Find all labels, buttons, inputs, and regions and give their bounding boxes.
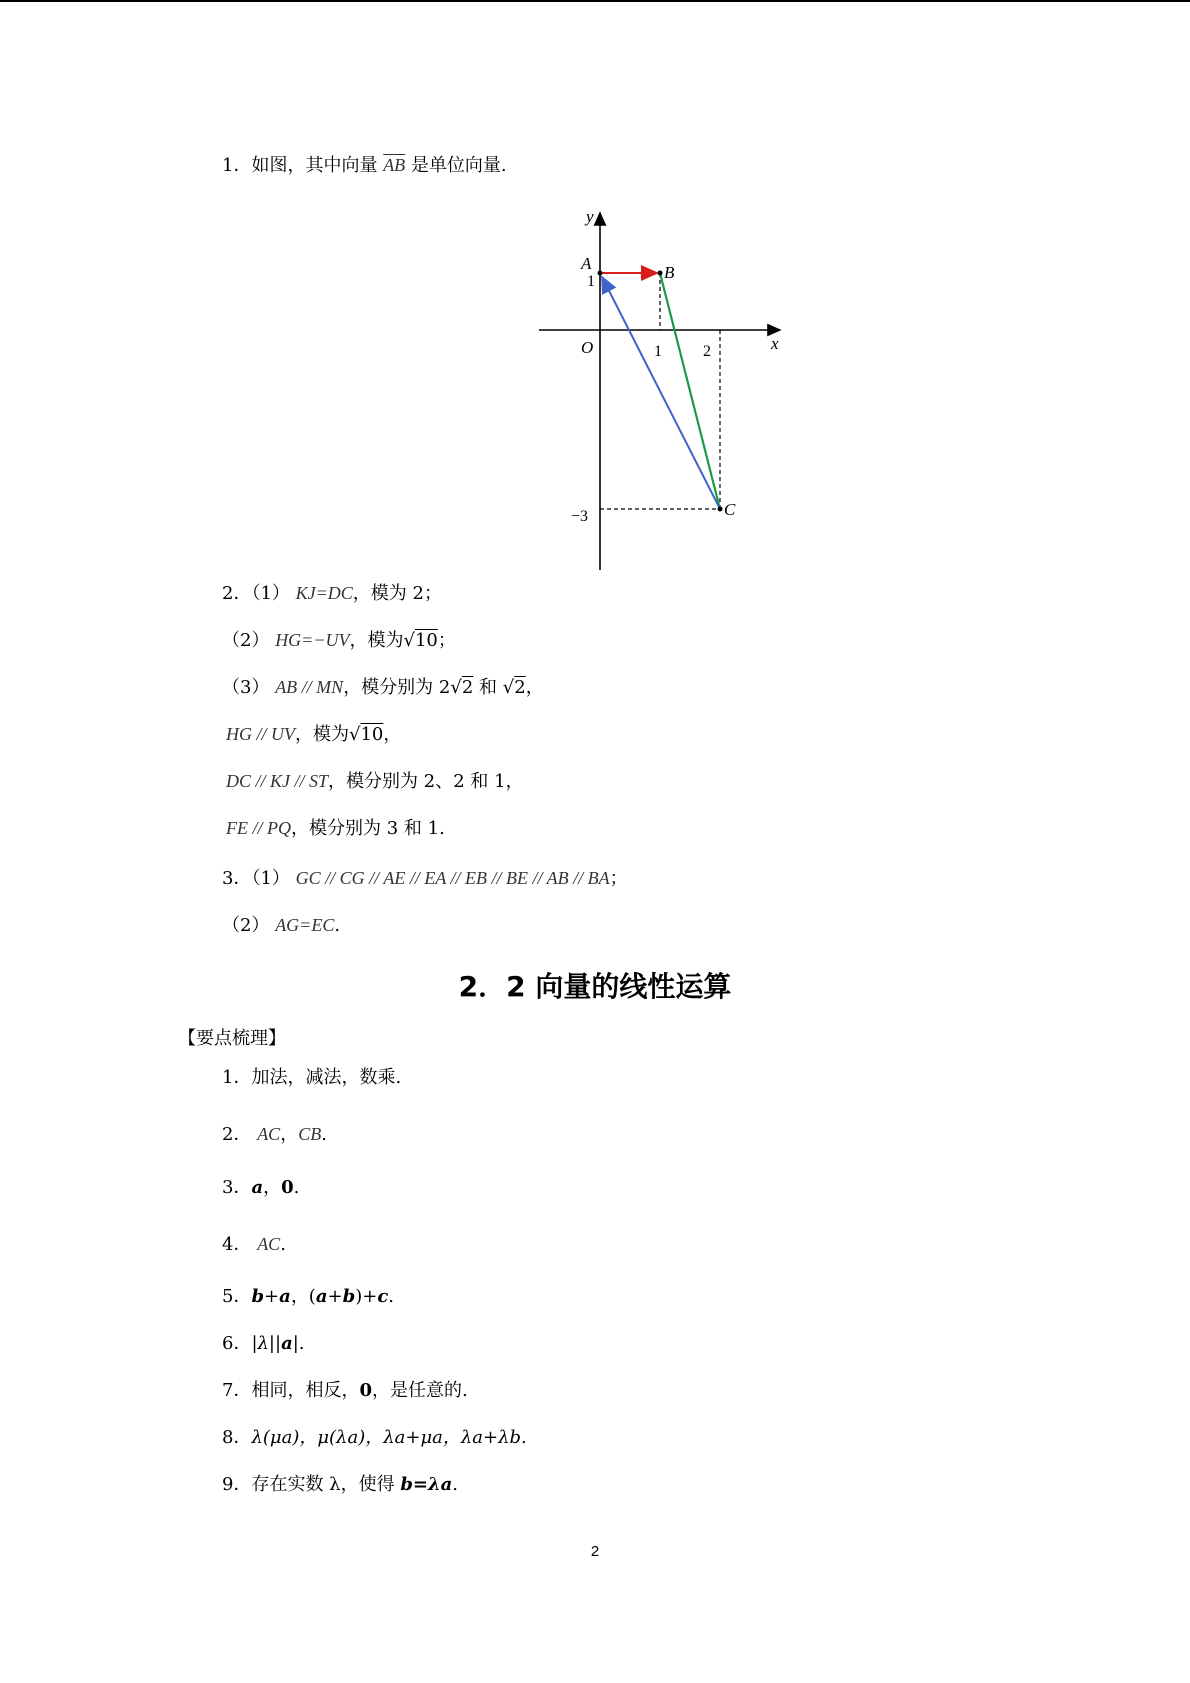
- point-7-zero: 0: [359, 1380, 372, 1401]
- point-1: [222, 1066, 401, 1090]
- q1-vector-ab: $\overline{AB}$: [383, 155, 406, 175]
- point-a-dot: [598, 271, 603, 276]
- point-6-a: a: [281, 1333, 293, 1354]
- q2-3-expr: AB // MN: [275, 677, 344, 697]
- point-5-end: .: [388, 1286, 395, 1307]
- point-9-number: 9．: [222, 1474, 252, 1495]
- point-5-b2: b: [342, 1286, 356, 1307]
- q2-1-expr: KJ=DC: [295, 583, 353, 603]
- q2-1-number: 2．（1）: [222, 583, 290, 604]
- q2-2-end: ；: [437, 630, 456, 651]
- x-axis-label: x: [771, 334, 779, 353]
- q3-1-expr: GC // CG // AE // EA // EB // BE // AB // BA: [295, 868, 610, 888]
- point-3-zero: 0: [281, 1177, 294, 1198]
- point-5-number: 5．: [222, 1286, 252, 1307]
- point-4: [222, 1232, 286, 1257]
- point-2-vector-2: CB: [298, 1124, 322, 1144]
- q3-1-end: ；: [609, 868, 628, 889]
- q2-line-2: [222, 628, 456, 653]
- point-9: [222, 1473, 458, 1497]
- point-6-number: 6．: [222, 1333, 252, 1354]
- point-5: [222, 1285, 394, 1309]
- page-number: 2: [590, 1543, 600, 1560]
- q2-2-expr: HG=−UV: [275, 630, 350, 650]
- section-heading: 2．2 向量的线性运算: [458, 970, 732, 1003]
- point-6-end: |.: [292, 1333, 305, 1354]
- key-points-label: 【要点梳理】: [178, 1028, 286, 1049]
- point-5-sep: ，(: [290, 1286, 316, 1307]
- q2-4-root: 10: [360, 724, 384, 745]
- sqrt-sign: √: [450, 677, 462, 698]
- q2-line-1: [222, 581, 442, 606]
- point-5-a2: a: [315, 1286, 328, 1307]
- y-axis-label: y: [586, 207, 594, 226]
- q1-number: 1．: [222, 155, 252, 176]
- point-a-label: A: [581, 254, 592, 273]
- vector-figure: [535, 205, 795, 575]
- point-5-close: )+: [355, 1286, 378, 1307]
- point-3-a: a: [251, 1177, 264, 1198]
- point-5-c: c: [377, 1286, 389, 1307]
- q2-2-number: （2）: [222, 630, 270, 651]
- q3-line-1: [222, 866, 628, 891]
- point-3: [222, 1176, 299, 1200]
- point-c-label: C: [724, 500, 736, 519]
- point-3-end: .: [293, 1177, 300, 1198]
- point-8: [222, 1426, 527, 1450]
- point-2: [222, 1122, 327, 1147]
- q2-3-number: （3）: [222, 677, 270, 698]
- q2-5-text: ，模分别为 2、2 和 1，: [328, 771, 524, 792]
- q3-2-end: .: [334, 915, 341, 936]
- point-5-b: b: [251, 1286, 265, 1307]
- point-8-text: λ(μa)，μ(λa)，λa+μa，λa+λb.: [251, 1427, 527, 1448]
- q1-text-after: 是单位向量.: [410, 155, 507, 176]
- origin-label: O: [581, 338, 594, 357]
- tick-y-neg3: −3: [571, 508, 589, 525]
- q2-4-expr: HG // UV: [226, 724, 295, 744]
- q2-2-text: ，模为: [349, 630, 404, 651]
- point-c-dot: [718, 507, 723, 512]
- q2-4-end: ，: [383, 724, 402, 745]
- q2-6-text: ，模分别为 3 和 1.: [291, 818, 445, 839]
- q2-5-expr: DC // KJ // ST: [226, 771, 329, 791]
- q2-line-4: [226, 722, 401, 747]
- q2-line-6: [226, 816, 445, 841]
- q2-3-end: ，: [525, 677, 544, 698]
- point-6: [222, 1332, 305, 1356]
- tick-x-2: 2: [703, 343, 711, 360]
- point-b-dot: [658, 271, 663, 276]
- sqrt-sign: √: [502, 677, 515, 698]
- point-8-number: 8．: [222, 1427, 252, 1448]
- sqrt-sign: √: [349, 724, 361, 745]
- q2-3-root1: 2: [461, 677, 474, 698]
- point-7-number: 7．: [222, 1380, 252, 1401]
- point-5-plus2: +: [327, 1286, 343, 1307]
- q2-4-text: ，模为: [295, 724, 349, 745]
- q1-text-before: 如图，其中向量: [251, 155, 378, 176]
- q2-3-mid: 和: [473, 677, 503, 698]
- point-9-end: .: [452, 1474, 458, 1495]
- point-3-number: 3．: [222, 1177, 252, 1198]
- q2-line-3: [222, 675, 544, 700]
- point-4-end: .: [280, 1234, 286, 1255]
- q3-1-number: 3．（1）: [222, 868, 290, 889]
- q2-2-root: 10: [414, 630, 438, 651]
- q1-line: [222, 153, 507, 178]
- point-2-sep: ，: [280, 1124, 299, 1145]
- point-7-text-1: 相同，相反，: [251, 1380, 360, 1401]
- q3-2-number: （2）: [222, 915, 270, 936]
- q2-3-root2: 2: [514, 677, 526, 698]
- point-3-sep: ，: [263, 1177, 282, 1198]
- point-9-eq: b=λa: [400, 1474, 453, 1495]
- point-5-plus: +: [264, 1286, 280, 1307]
- point-5-a: a: [279, 1286, 291, 1307]
- point-7-text-2: ，是任意的.: [371, 1380, 468, 1401]
- vector-ca: [602, 277, 720, 509]
- point-7: [222, 1379, 468, 1403]
- point-1-text: 加法，减法，数乘.: [251, 1067, 402, 1088]
- point-2-vector-1: AC: [257, 1124, 281, 1144]
- q2-line-5: [226, 769, 524, 794]
- tick-y-1: 1: [587, 273, 595, 290]
- point-9-text: 存在实数 λ，使得: [251, 1474, 401, 1495]
- point-2-end: .: [321, 1124, 327, 1145]
- point-b-label: B: [664, 263, 675, 282]
- point-1-number: 1．: [222, 1067, 252, 1088]
- q2-6-expr: FE // PQ: [226, 818, 291, 838]
- q2-3-text: ，模分别为 2: [343, 677, 451, 698]
- point-4-vector: AC: [257, 1234, 281, 1254]
- top-rule: [0, 0, 1190, 2]
- point-2-number: 2．: [222, 1124, 252, 1145]
- q2-1-text: ，模为 2；: [352, 583, 442, 604]
- point-4-number: 4．: [222, 1234, 252, 1255]
- point-6-lambda: |λ||: [251, 1333, 282, 1354]
- tick-x-1: 1: [654, 343, 662, 360]
- q3-line-2: [222, 913, 340, 938]
- sqrt-sign: √: [403, 630, 415, 651]
- q3-2-expr: AG=EC: [275, 915, 335, 935]
- segment-bc: [660, 273, 720, 509]
